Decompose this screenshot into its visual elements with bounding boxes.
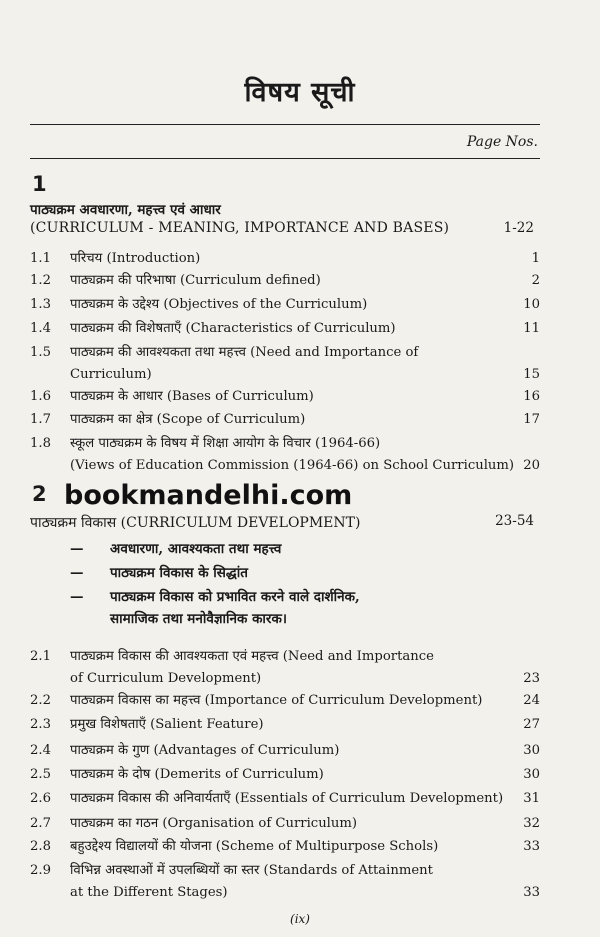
section-number: 2.6 bbox=[30, 791, 51, 806]
section-title-continued: (Views of Education Commission (1964-66) on School Curriculum) bbox=[70, 458, 515, 473]
section-number: 2.3 bbox=[30, 717, 51, 732]
bullet-text-continued: सामाजिक तथा मनोवैज्ञानिक कारक। bbox=[110, 611, 287, 627]
section-title: प्रमुख विशेषताएँ (Salient Feature) bbox=[70, 717, 264, 732]
section-page: 27 bbox=[523, 717, 540, 732]
section-page: 33 bbox=[523, 839, 540, 854]
section-page: 23 bbox=[523, 671, 540, 686]
section-number: 2.2 bbox=[30, 693, 51, 708]
section-page: 20 bbox=[523, 458, 540, 473]
title-rule bbox=[30, 124, 540, 125]
section-title: पाठ्यक्रम का गठन (Organisation of Curriculum) bbox=[70, 816, 358, 831]
section-page: 33 bbox=[523, 885, 540, 900]
section-page: 1 bbox=[531, 251, 540, 266]
bullet-dash: — bbox=[70, 565, 84, 581]
section-number: 2.4 bbox=[30, 743, 51, 758]
chapter-page-range: 1-22 bbox=[503, 220, 534, 236]
section-page: 31 bbox=[523, 791, 540, 806]
section-title: विभिन्न अवस्थाओं में उपलब्धियों का स्तर (Standards of Attainment bbox=[70, 863, 433, 878]
chapter-number: 1 bbox=[32, 172, 47, 196]
chapter-title-english: (CURRICULUM - MEANING, IMPORTANCE AND BASES) bbox=[30, 220, 450, 236]
section-title-continued: Curriculum) bbox=[70, 367, 152, 382]
section-number: 1.8 bbox=[30, 436, 51, 451]
section-title: पाठ्यक्रम के दोष (Demerits of Curriculum) bbox=[70, 767, 324, 782]
bullet-text: पाठ्यक्रम विकास के सिद्धांत bbox=[110, 565, 248, 581]
chapter-title: पाठ्यक्रम विकास (CURRICULUM DEVELOPMENT) bbox=[30, 515, 361, 531]
section-title: पाठ्यक्रम विकास की अनिवार्यताएँ (Essentials of Curriculum Development) bbox=[70, 791, 504, 806]
section-number: 1.2 bbox=[30, 273, 51, 288]
page-number: (ix) bbox=[290, 912, 310, 926]
chapter-number: 2 bbox=[32, 482, 47, 506]
section-number: 1.7 bbox=[30, 412, 51, 427]
section-number: 1.1 bbox=[30, 251, 51, 266]
section-title-continued: of Curriculum Development) bbox=[70, 671, 262, 686]
section-number: 1.5 bbox=[30, 345, 51, 360]
header-rule bbox=[30, 158, 540, 159]
section-page: 2 bbox=[531, 273, 540, 288]
section-number: 1.3 bbox=[30, 297, 51, 312]
section-number: 2.5 bbox=[30, 767, 51, 782]
chapter-title-hindi: पाठ्यक्रम अवधारणा, महत्त्व एवं आधार bbox=[30, 202, 221, 218]
section-page: 16 bbox=[523, 389, 540, 404]
section-page: 17 bbox=[523, 412, 540, 427]
section-number: 2.7 bbox=[30, 816, 51, 831]
section-page: 11 bbox=[523, 321, 540, 336]
section-page: 24 bbox=[523, 693, 540, 708]
section-page: 30 bbox=[523, 743, 540, 758]
section-title: पाठ्यक्रम के आधार (Bases of Curriculum) bbox=[70, 389, 314, 404]
section-number: 1.6 bbox=[30, 389, 51, 404]
section-title: पाठ्यक्रम के उद्देश्य (Objectives of the Curriculum) bbox=[70, 297, 368, 312]
section-number: 2.9 bbox=[30, 863, 51, 878]
section-page: 15 bbox=[523, 367, 540, 382]
bullet-dash: — bbox=[70, 541, 84, 557]
page-nos-label: Page Nos. bbox=[466, 134, 538, 150]
section-title: पाठ्यक्रम की आवश्यकता तथा महत्त्व (Need and Importance of bbox=[70, 345, 419, 360]
section-title: परिचय (Introduction) bbox=[70, 251, 201, 266]
section-title: स्कूल पाठ्यक्रम के विषय में शिक्षा आयोग के विचार (1964-66) bbox=[70, 436, 381, 451]
section-title: पाठ्यक्रम विकास का महत्त्व (Importance of Curriculum Development) bbox=[70, 693, 483, 708]
section-title: पाठ्यक्रम विकास की आवश्यकता एवं महत्त्व (Need and Importance bbox=[70, 649, 434, 664]
bullet-text: पाठ्यक्रम विकास को प्रभावित करने वाले दार्शनिक, bbox=[110, 589, 360, 605]
section-number: 1.4 bbox=[30, 321, 51, 336]
section-title: पाठ्यक्रम की परिभाषा (Curriculum defined) bbox=[70, 273, 321, 288]
watermark: bookmandelhi.com bbox=[64, 480, 353, 511]
section-title: पाठ्यक्रम की विशेषताएँ (Characteristics of Curriculum) bbox=[70, 321, 396, 336]
section-page: 10 bbox=[523, 297, 540, 312]
section-number: 2.8 bbox=[30, 839, 51, 854]
section-page: 30 bbox=[523, 767, 540, 782]
bullet-text: अवधारणा, आवश्यकता तथा महत्त्व bbox=[110, 541, 282, 557]
section-title: पाठ्यक्रम के गुण (Advantages of Curriculum) bbox=[70, 743, 340, 758]
chapter-page-range: 23-54 bbox=[495, 513, 534, 529]
bullet-dash: — bbox=[70, 589, 84, 605]
page-title: विषय सूची bbox=[244, 77, 356, 108]
section-page: 32 bbox=[523, 816, 540, 831]
section-title: पाठ्यक्रम का क्षेत्र (Scope of Curriculum) bbox=[70, 412, 306, 427]
section-title-continued: at the Different Stages) bbox=[70, 885, 228, 900]
section-title: बहुउद्देश्य विद्यालयों की योजना (Scheme of Multipurpose Schols) bbox=[70, 839, 439, 854]
section-number: 2.1 bbox=[30, 649, 51, 664]
